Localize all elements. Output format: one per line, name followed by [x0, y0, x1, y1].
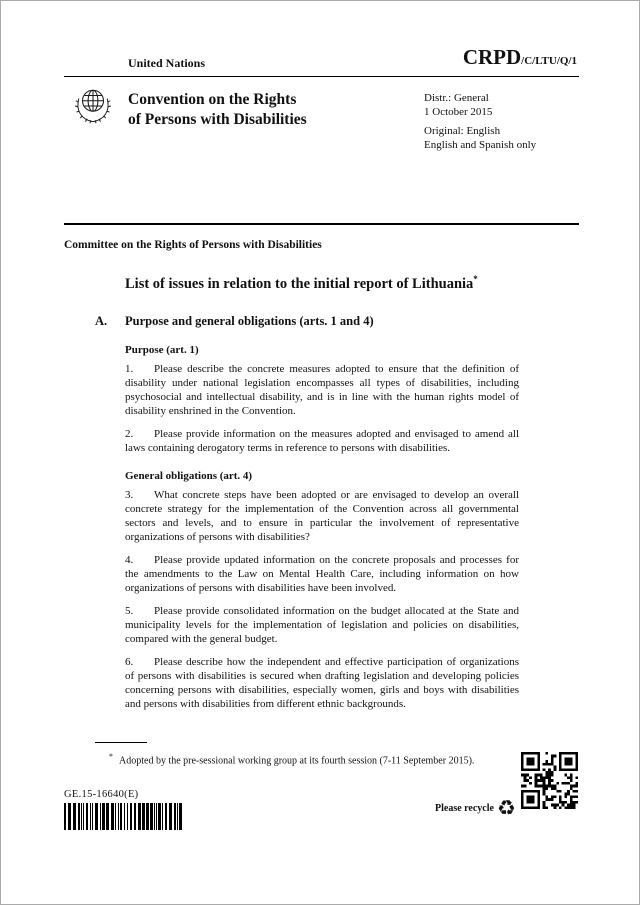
document-body: [64, 238, 579, 720]
committee-name: Committee on the Rights of Persons with Disabilities: [64, 239, 322, 251]
footnote-text: Adopted by the pre-sessional working group at its fourth session (7-11 September 2015).: [119, 755, 475, 767]
paragraph-2-number: 2.: [125, 427, 134, 440]
title-footnote-marker: *: [473, 274, 478, 284]
convention-title: [128, 90, 307, 130]
subheading-purpose: Purpose (art. 1): [125, 343, 199, 356]
languages-line: English and Spanish only: [424, 138, 537, 151]
barcode: [64, 803, 194, 830]
paragraph-1-text: Please describe the concrete measures adopted to ensure that the definition of disability under national legislation encompasses all types of disabilities, including psychosocial and intellectual disability, and is in line with the human rights model of disability enshrined in the Convention.: [125, 362, 519, 417]
section-heading: [95, 313, 579, 329]
masthead-rule: [64, 76, 579, 77]
doc-symbol-prefix: CRPD: [462, 45, 522, 69]
recycle-row: [435, 798, 516, 819]
convention-title-line2: of Persons with Disabilities: [128, 111, 307, 128]
doc-symbol: [463, 45, 577, 70]
paragraph-3-number: 3.: [125, 488, 134, 501]
section-label: A.: [95, 313, 108, 328]
paragraph-5-number: 5.: [125, 604, 134, 617]
recycle-label: Please recycle: [435, 803, 494, 814]
original-language-line: Original: English: [424, 125, 501, 137]
convention-title-line1: Convention on the Rights: [128, 91, 297, 108]
distribution-info: [424, 92, 536, 152]
paragraph-4-number: 4.: [125, 553, 134, 566]
paragraph-5: [125, 604, 519, 646]
un-emblem-icon: [69, 82, 117, 135]
doc-symbol-suffix: /C/LTU/Q/1: [521, 55, 577, 67]
footnote-marker: *: [109, 752, 113, 761]
footnote: [95, 750, 519, 767]
document-title: [125, 270, 555, 293]
paragraph-2-text: Please provide information on the measures adopted and envisaged to amend all laws containing derogatory terms in reference to persons with disabilities.: [125, 427, 519, 454]
paragraph-3-text: What concrete steps have been adopted or are envisaged to develop an overall concrete strategy for the implementation of the Convention across all governmental sectors and levels, and to ensure in particular the involvement of representative organizations of persons with disabilities?: [125, 488, 519, 543]
paragraph-6-number: 6.: [125, 655, 134, 668]
header-rule: [64, 223, 579, 225]
date-line: 1 October 2015: [424, 105, 493, 118]
paragraph-1-number: 1.: [125, 362, 134, 375]
paragraph-4-text: Please provide updated information on the concrete proposals and processes for the amendments to the Law on Mental Health Care, including information on how organizations of persons with disabilities have been involved.: [125, 553, 519, 594]
paragraph-1: [125, 362, 519, 418]
section-title: Purpose and general obligations (arts. 1 and 4): [125, 313, 374, 328]
subheading-general-obligations: General obligations (art. 4): [125, 469, 253, 482]
recycle-icon: ♻: [496, 796, 516, 820]
paragraph-4: [125, 553, 519, 595]
org-name: United Nations: [128, 56, 206, 70]
paragraph-2: [125, 427, 519, 455]
paragraph-6-text: Please describe how the independent and effective participation of organizations of persons with disabilities is secured when drafting legislation and developing policies concerning persons with disabilities, especially women, girls and boys with disabilities and persons with disabilities from different ethnic backgrounds.: [125, 655, 519, 710]
paragraph-3: [125, 488, 519, 544]
qr-code: [521, 752, 578, 809]
document-title-text: List of issues in relation to the initial report of Lithuania: [125, 275, 474, 292]
paragraph-5-text: Please provide consolidated information on the budget allocated at the State and municipality levels for the implementation of legislation and policies on disabilities, compared with the general budget.: [125, 604, 519, 645]
paragraph-6: [125, 655, 519, 711]
distr-line: Distr.: General: [424, 92, 489, 104]
footnote-block: [95, 742, 519, 767]
footnote-rule: [95, 742, 147, 743]
ge-number: GE.15-16640(E): [64, 789, 139, 800]
